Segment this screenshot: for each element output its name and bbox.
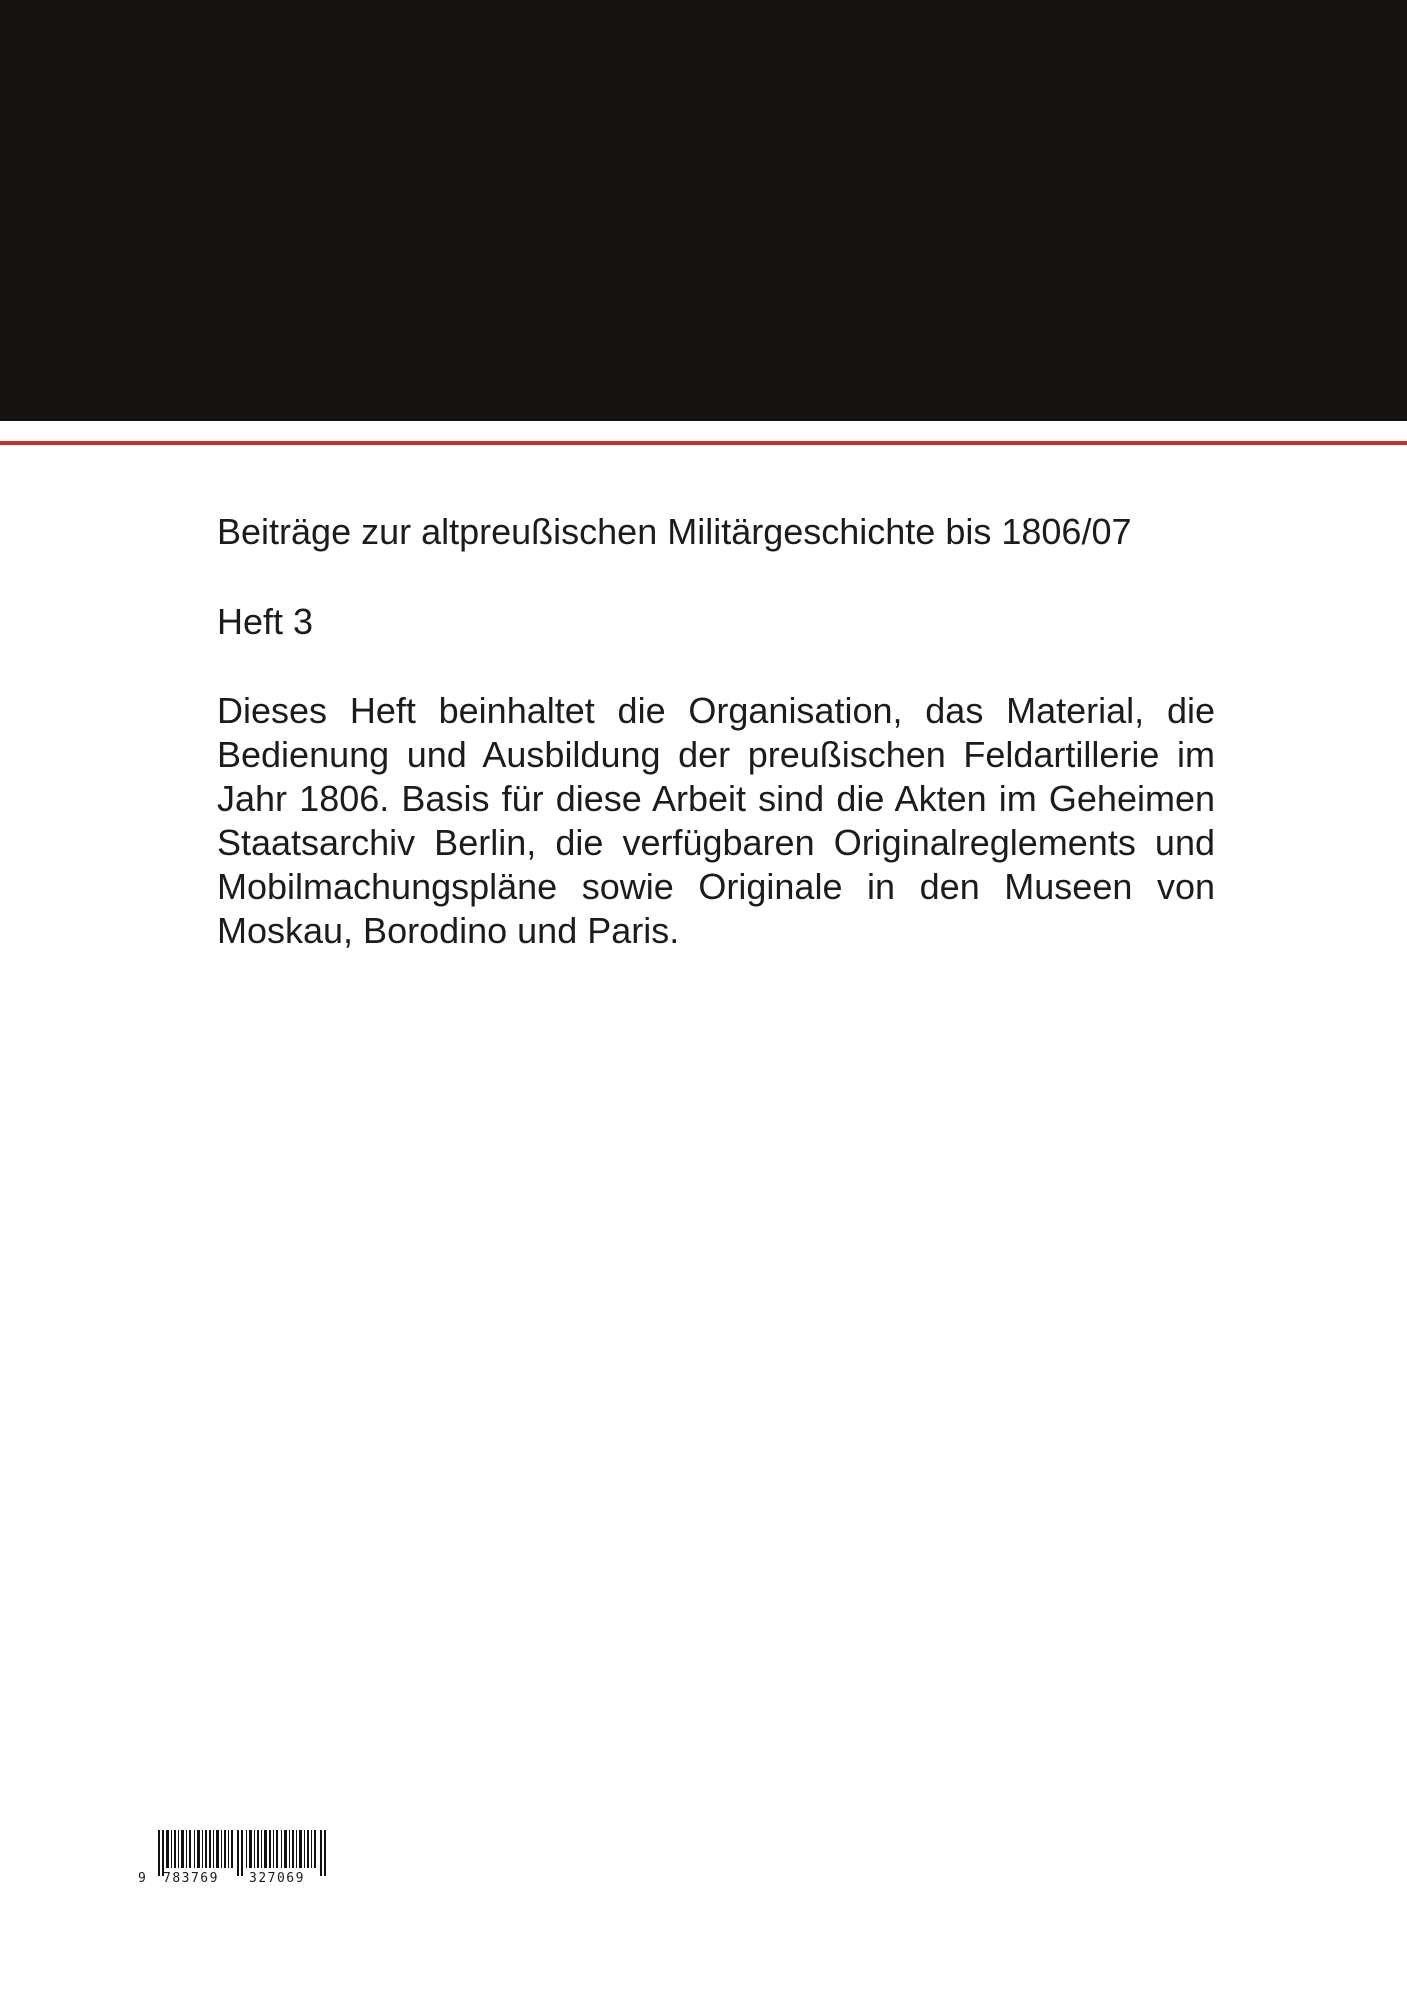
barcode-first-digit: 9 <box>138 1871 147 1886</box>
red-divider-line <box>0 441 1407 445</box>
barcode-left-digits: 783769 <box>163 1871 219 1886</box>
issue-label: Heft 3 <box>217 601 314 642</box>
isbn-barcode <box>138 1830 348 1888</box>
description-paragraph: Dieses Heft beinhaltet die Organisation, das Material, die Bedienung und Ausbildung der preußischen Feldartillerie im Jahr 1806. Basis für diese Arbeit sind die Akten im Geheimen Staatsarchiv Berlin, die verfügbaren Originalreglements und Mobilmachungspläne sowie Originale in den Museen von Moskau, Borodino und Paris. <box>217 690 1215 951</box>
barcode-right-digits: 327069 <box>249 1871 305 1886</box>
series-title: Beiträge zur altpreußischen Militärgeschichte bis 1806/07 <box>217 511 1132 552</box>
top-dark-band <box>0 0 1407 421</box>
barcode-bars <box>158 1830 328 1876</box>
